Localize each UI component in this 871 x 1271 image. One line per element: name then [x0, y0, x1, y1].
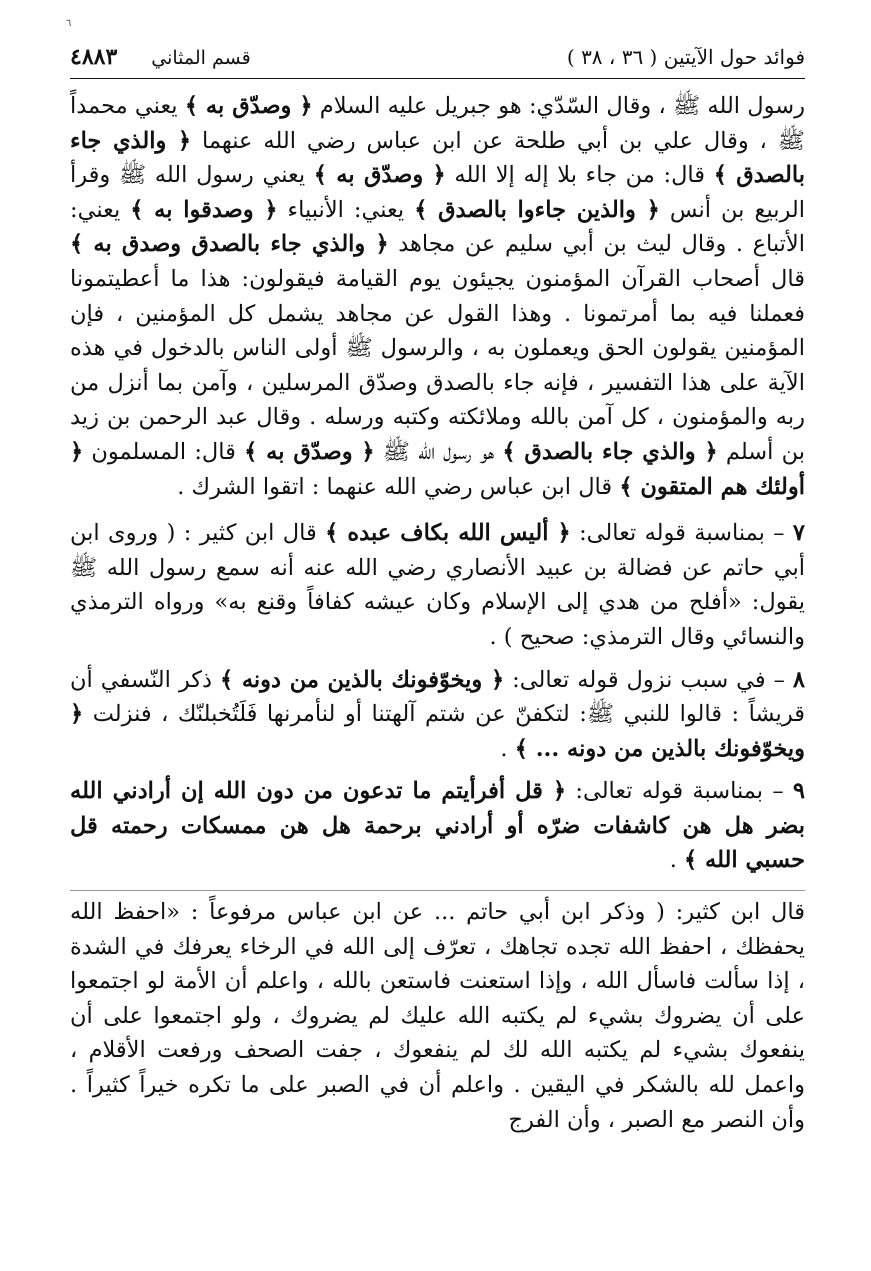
text-run: . — [500, 735, 515, 762]
bold-text-run: ﴿ أولئك هم المتقون ﴾ — [70, 438, 805, 500]
bold-text-run: ﴿ أليس الله بكاف عبده ﴾ — [325, 520, 571, 547]
paragraph — [70, 774, 805, 878]
body-text — [70, 89, 805, 1137]
bold-text-run: ﴿ وصدّق به ﴾ — [313, 162, 446, 189]
paragraph — [70, 663, 805, 767]
header-divider — [70, 78, 805, 79]
book-page — [70, 44, 805, 1137]
text-run: يعني محمداً ﷺ ، وقال علي بن أبي طلحة عن ابن عباس رضي الله عنهما — [70, 93, 805, 154]
bold-text-run: ﴿ ويخوّفونك بالذين من دونه ... ﴾ — [70, 701, 805, 762]
page-number: ٤٨٨٣ — [70, 44, 118, 70]
bold-text-run: ٩ — [792, 778, 805, 805]
text-run: قال: المسلمون — [83, 438, 245, 465]
text-run: قال ابن كثير: ( وذكر ابن أبي حاتم ... عن ابن عباس مرفوعاً : «احفظ الله يحفظك ، احفظ الله تجده تجاهك ، تعرّف إلى الله في الرخاء يعرفك في الشدة ، إذا سألت فاسأل الله ، وإذا استعنت فاستعن بالله ، واعلم أن الأمة لو اجتمعوا على أن يضروك بشيء لم يكتبه الله عليك لم يضروك ، ولو اجتمعوا على أن ينفعوك بشيء لم يكتبه الله لك لم ينفعوك ، جفت الصحف ورفعت الأقلام ، واعمل لله بالشكر في اليقين . واعلم أن في الصبر على ما تكره خيراً كثيراً . وأن النصر مع الصبر ، وأن الفرج — [70, 899, 805, 1133]
text-run: . — [669, 847, 684, 874]
text-run: قال أصحاب القرآن المؤمنون يجيئون يوم القيامة فيقولون: هذا ما أعطيتمونا فعملنا فيه بما أمرتمونا . وهذا القول عن مجاهد يشمل كل المؤمنين ، فإن المؤمنين يقولون الحق ويعملون به ، والرسول ﷺ أولى الناس بالدخول في هذه الآية على هذا التفسير ، فإنه جاء بالصدق وصدّق المرسلين ، وآمن بما أنزل من ربه والمؤمنون ، كل آمن بالله وملائكته وكتبه ورسله . وقال عبد الرحمن بن زيد بن أسلم — [70, 265, 805, 465]
bold-text-run: ٧ — [792, 520, 806, 547]
chapter-title: فوائد حول الآيتين ( ٣٦ ، ٣٨ ) — [566, 45, 805, 69]
bold-text-run: ﴿ وصدّق به ﴾ — [244, 438, 375, 465]
bold-text-run: ﴿ والذي جاء بالصدق ﴾ — [502, 438, 718, 465]
bold-text-run: ﴿ وصدقوا به ﴾ — [130, 196, 278, 223]
header-left-group — [70, 44, 251, 70]
bold-text-run: ﴿ ويخوّفونك بالذين من دونه ﴾ — [219, 666, 505, 693]
running-header — [70, 44, 805, 78]
paragraph — [70, 895, 805, 1137]
paragraph — [70, 89, 805, 504]
text-run: قال ابن عباس رضي الله عنهما : اتقوا الشرك . — [177, 473, 620, 500]
bold-text-run: ٨ — [792, 666, 805, 693]
bold-text-run: ﴿ والذي جاء بالصدق وصدق به ﴾ — [70, 231, 389, 258]
text-run: – بمناسبة قوله تعالى: — [570, 520, 793, 547]
text-run: – في سبب نزول قوله تعالى: — [504, 666, 793, 693]
text-run: هو رسول الله ﷺ — [374, 438, 503, 465]
text-run: قال ابن كثير : ( وروى ابن أبي حاتم عن فضالة بن عبيد الأنصاري رضي الله عنه أنه سمع رسول الله ﷺ يقول: «أفلح من هدي إلى الإسلام وكان عيشه كفافاً وقنع به» ورواه الترمذي والنسائي وقال الترمذي: صحيح ) . — [70, 520, 805, 650]
section-title: قسم المثاني — [151, 47, 251, 69]
text-run: ذكر النّسفي أن قريشاً : قالوا للنبي ﷺ: لتكفنّ عن شتم آلهتنا أو لنأمرنها فَلَتُخبلنّك ، فنزلت — [70, 666, 805, 728]
text-run: يعني: الأتباع . وقال ليث بن أبي سليم عن مجاهد — [70, 196, 805, 258]
text-run: – بمناسبة قوله تعالى: — [566, 778, 793, 805]
page-corner-mark: ٦ — [66, 18, 72, 29]
section-divider — [70, 890, 805, 891]
text-run: يعني: الأنبياء — [277, 196, 415, 223]
text-run: رسول الله ﷺ ، وقال السّدّي: هو جبريل عليه السلام — [312, 93, 805, 119]
paragraph — [70, 516, 805, 654]
text-run: يعني رسول الله ﷺ وقرأ الربيع بن أنس — [70, 162, 806, 223]
bold-text-run: ﴿ وصدّق به ﴾ — [184, 93, 313, 119]
bold-text-run: ﴿ والذي جاء بالصدق ﴾ — [70, 127, 805, 189]
bold-text-run: ﴿ قل أفرأيتم ما تدعون من دون الله إن أرادني الله بضر هل هن كاشفات ضرّه أو أرادني برحمة هل هن ممسكات رحمته قل حسبي الله ﴾ — [70, 778, 805, 874]
text-run: قال: من جاء بلا إله إلا الله — [445, 162, 714, 189]
bold-text-run: ﴿ والذين جاءوا بالصدق ﴾ — [414, 196, 660, 223]
